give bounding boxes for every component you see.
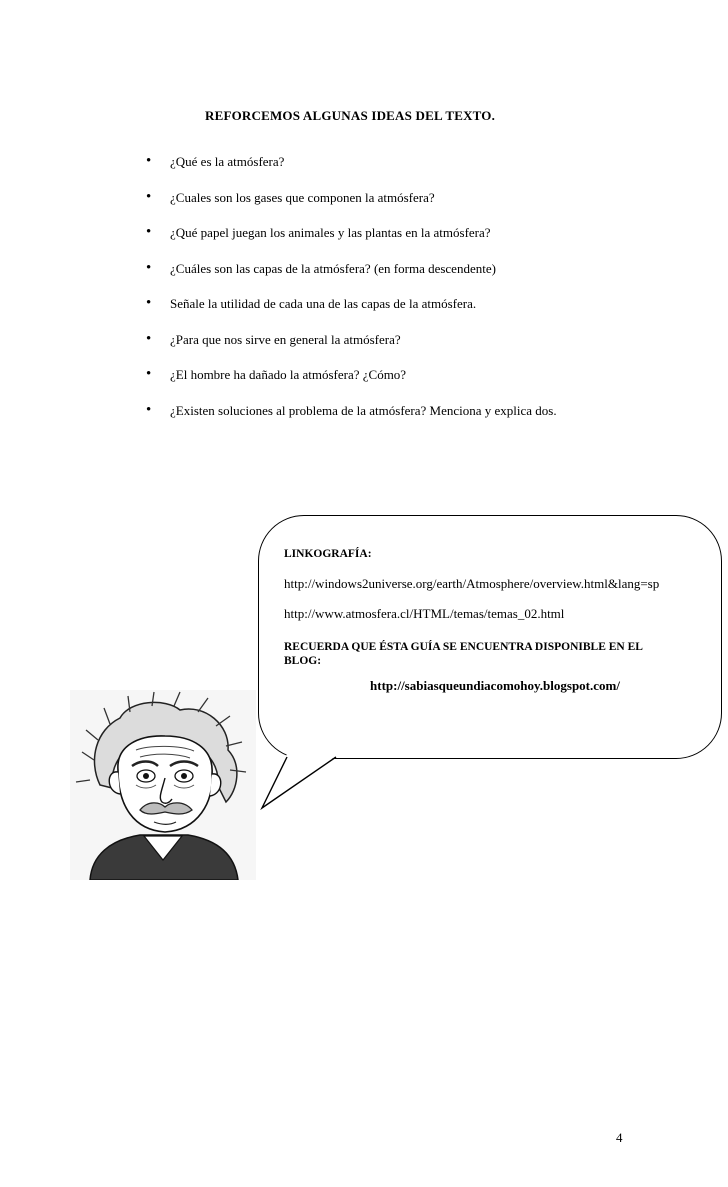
- linkography-heading: LINKOGRAFÍA:: [284, 548, 372, 560]
- question-text: ¿El hombre ha dañado la atmósfera? ¿Cómo?: [170, 367, 407, 382]
- bullet-icon: •: [146, 366, 152, 382]
- question-item: [144, 366, 664, 402]
- question-text: ¿Cuáles son las capas de la atmósfera? (en forma descendente): [170, 260, 496, 276]
- blog-note: RECUERDA QUE ÉSTA GUÍA SE ENCUENTRA DISPONIBLE EN EL BLOG:: [284, 641, 643, 667]
- page-title: REFORCEMOS ALGUNAS IDEAS DEL TEXTO.: [205, 108, 496, 123]
- question-item: [144, 153, 664, 189]
- question-text: ¿Para que nos sirve en general la atmósfera?: [170, 331, 401, 347]
- question-item: [144, 402, 664, 438]
- reference-link[interactable]: http://windows2universe.org/earth/Atmosphere/overview.html&lang=sp: [284, 576, 660, 591]
- question-text: ¿Qué papel juegan los animales y las plantas en la atmósfera?: [170, 225, 491, 240]
- cartoon-scientist-portrait: [70, 690, 256, 880]
- bullet-icon: •: [146, 330, 152, 347]
- bullet-icon: •: [146, 153, 152, 169]
- bullet-icon: •: [146, 295, 152, 311]
- blog-link[interactable]: http://sabiasqueundiacomohoy.blogspot.com/: [370, 678, 620, 693]
- bullet-icon: •: [146, 224, 152, 240]
- question-text: ¿Qué es la atmósfera?: [170, 154, 285, 169]
- question-item: [144, 295, 664, 331]
- bullet-icon: •: [146, 259, 152, 276]
- linkography-box: [284, 546, 676, 694]
- question-list: [144, 153, 664, 437]
- question-item: [144, 224, 664, 260]
- page-number: 4: [616, 1130, 623, 1145]
- bullet-icon: •: [146, 401, 152, 418]
- question-text: Señale la utilidad de cada una de las capas de la atmósfera.: [170, 296, 477, 311]
- question-text: ¿Cuales son los gases que componen la atmósfera?: [170, 189, 435, 205]
- question-item: [144, 331, 664, 367]
- question-item: [144, 189, 664, 225]
- bullet-icon: •: [146, 188, 152, 205]
- question-item: [144, 260, 664, 296]
- reference-link[interactable]: http://www.atmosfera.cl/HTML/temas/temas_02.html: [284, 606, 565, 621]
- question-text: ¿Existen soluciones al problema de la atmósfera? Menciona y explica dos.: [170, 402, 557, 418]
